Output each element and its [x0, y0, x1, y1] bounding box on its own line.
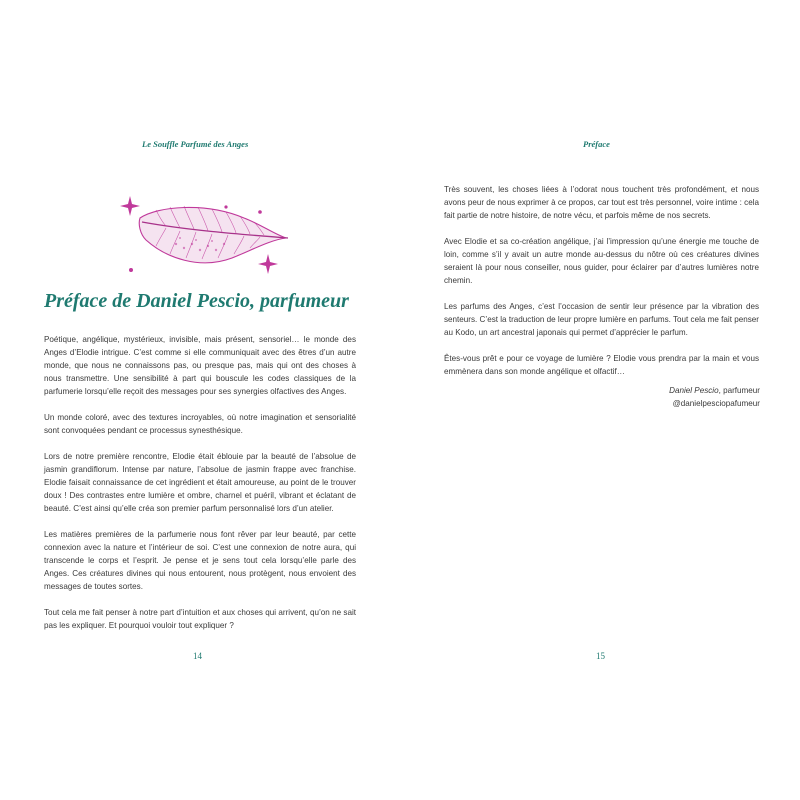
feather-illustration: [118, 190, 288, 280]
paragraph: Poétique, angélique, mystérieux, invisible, mais présent, sensoriel… le monde des Anges d’Elodie intrigue. C’est comme si elle communiquait avec des êtres d’un autre monde, que nous ne connaissons pas, ou presque pas, mais qui ont des choses à nous transmettre. Une sensibilité à part qui bouscule les codes classiques de la parfumerie lorsqu’elle reçoit des messages pour ses synergies olfactives des Anges.: [44, 335, 356, 396]
paragraph: Un monde coloré, avec des textures incroyables, où notre imagination et sensorialité sont convoquées pendant ce processus synesthésique.: [44, 413, 356, 435]
paragraph: Êtes-vous prêt e pour ce voyage de lumière ? Elodie vous prendra par la main et vous emmènera dans son monde angélique et olfactif…: [444, 354, 759, 376]
running-head-left: Le Souffle Parfumé des Anges: [142, 139, 249, 149]
paragraph: Lors de notre première rencontre, Elodie était éblouie par la beauté de l’absolue de jasmin grandiflorum. Intense par nature, l’absolue de jasmin frappe avec franchise. Elodie faisait connaissance de cet ingrédient et était amoureuse, au point de le trouver doux ! Des contrastes entre lumière et ombre, charnel et puéril, vibrant et éclatant de beauté. C’est ainsi qu’elle créa son premier parfum personnalisé lors d’un atelier.: [44, 452, 356, 513]
chapter-title: Préface de Daniel Pescio, parfumeur: [44, 290, 349, 312]
signature: [669, 384, 760, 410]
signature-role: , parfumeur: [718, 386, 760, 395]
paragraph: Très souvent, les choses liées à l’odorat nous touchent très profondément, et nous avons peur de nous exprimer à ce propos, car tout est très personnel, voire intime : cela fait partie de notre histoire, de notre vécu, et parfois même de nos secrets.: [444, 185, 759, 220]
paragraph: Les parfums des Anges, c’est l’occasion de sentir leur présence par la vibration des senteurs. C’est la traduction de leur propre lumière en parfums. Tout cela me fait penser au Kodo, un art ancestral japonais qui permet d’apprécier le parfum.: [444, 302, 759, 337]
page-number-right: 15: [596, 651, 605, 661]
left-body-text: [44, 333, 356, 632]
signature-name: Daniel Pescio: [669, 386, 719, 395]
right-body-text: [444, 183, 759, 378]
running-head-right: Préface: [583, 139, 610, 149]
paragraph: Les matières premières de la parfumerie nous font rêver par leur beauté, par cette connexion avec la nature et l’intérieur de soi. C’est une connexion de notre aura, qui transcende le corps et l’esprit. Je pense et je sens tout cela lorsqu’elle parle des Anges. Ces créatures divines qui nous entourent, nous protègent, nous envoient des messages de toutes sortes.: [44, 530, 356, 591]
page-number-left: 14: [193, 651, 202, 661]
right-page: [400, 0, 800, 800]
paragraph: Avec Elodie et sa co-création angélique, j’ai l’impression qu’une énergie me touche de loin, comme s’il y avait un autre monde au-dessus du nôtre où ces créatures divines seraient là pour nous conseiller, nous guider, pour éclairer par d’autres lumières notre chemin.: [444, 237, 759, 285]
signature-handle: @danielpesciopafumeur: [672, 399, 760, 408]
paragraph: Tout cela me fait penser à notre part d’intuition et aux choses qui arrivent, qu’on ne sait pas les expliquer. Et pourquoi vouloir tout expliquer ?: [44, 608, 356, 630]
feather-icon: [118, 190, 288, 280]
